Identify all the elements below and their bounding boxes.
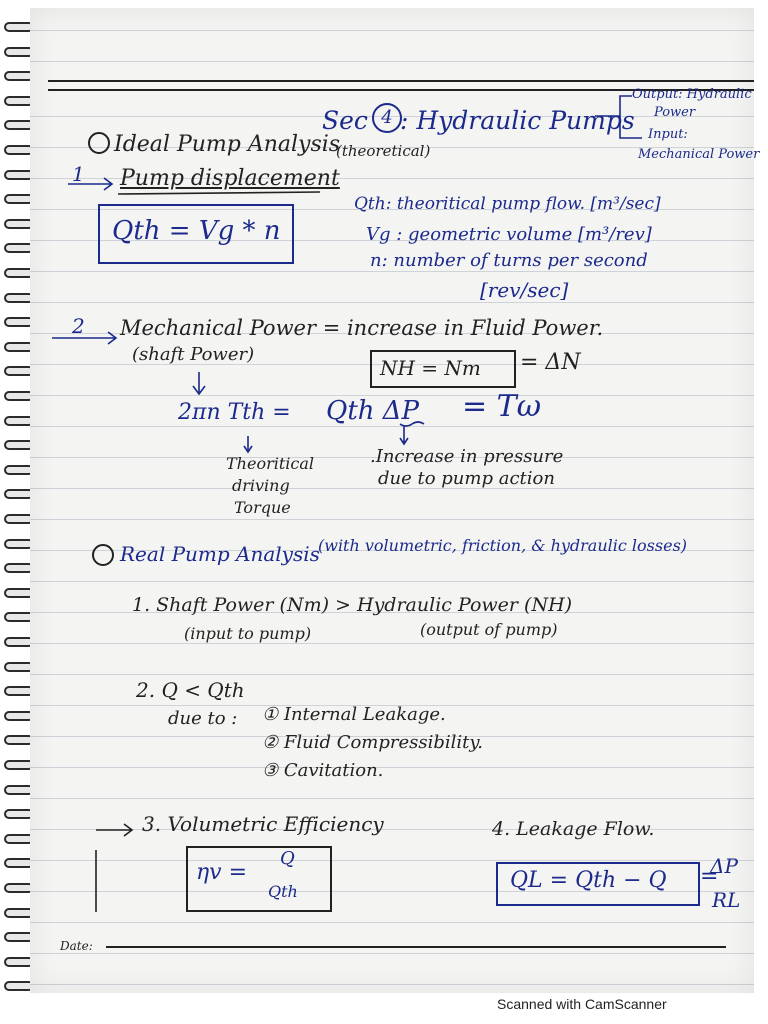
r3-eta: ηv =	[196, 860, 248, 885]
s2-eq-right: = Tω	[462, 389, 542, 424]
pressure-note-1: .Increase in pressure	[370, 446, 564, 467]
r2-cause-2: ② Fluid Compressibility.	[262, 732, 483, 753]
ideal-theoretical: (theoretical)	[336, 142, 431, 160]
real-note: (with volumetric, friction, & hydraulic losses)	[318, 536, 688, 555]
r2-line: 2. Q < Qth	[136, 678, 245, 702]
r2-cause-3: ③ Cavitation.	[262, 760, 384, 781]
r2-due: due to :	[168, 708, 238, 729]
side-note-power: Power	[654, 105, 696, 120]
underline-s1	[118, 192, 320, 194]
underline-dp	[400, 422, 424, 426]
bracket-output-arrow	[595, 96, 632, 116]
r1-line: 1. Shaft Power (Nm) > Hydraulic Power (NH)	[132, 594, 573, 616]
r3-den: Qth	[268, 882, 298, 901]
s1-label: Pump displacement	[120, 166, 340, 191]
real-heading: Real Pump Analysis	[120, 542, 320, 566]
s1-def-qth: Qth: theoritical pump flow. [m³/sec]	[354, 194, 661, 214]
bracket-input-arrow	[620, 116, 642, 138]
arrow-torque-icon	[244, 436, 252, 452]
torque-note-1: Theoritical	[226, 454, 315, 473]
s2-label: Mechanical Power = increase in Fluid Power.	[120, 316, 604, 340]
r4-formula: QL = Qth − Q	[510, 868, 667, 893]
arrow-pressure-icon	[400, 426, 408, 444]
arrow-r3-icon	[96, 824, 132, 836]
r4-den: RL	[712, 888, 741, 912]
ideal-heading: Ideal Pump Analysis	[114, 132, 341, 157]
r2-cause-1: ① Internal Leakage.	[262, 704, 446, 725]
r1-output: (output of pump)	[420, 620, 558, 639]
s1-def-n: n: number of turns per second	[370, 250, 648, 271]
s2-delta-n: = ΔN	[520, 350, 581, 375]
torque-note-3: Torque	[234, 498, 291, 517]
torque-note-2: driving	[232, 476, 290, 495]
r4-eq: =	[700, 864, 719, 889]
side-note-output: Output: Hydraulic	[632, 87, 752, 102]
side-note-mech: Mechanical Power	[638, 147, 760, 162]
arrow-s2-icon	[52, 332, 116, 344]
r1-input: (input to pump)	[184, 624, 312, 643]
r4-label: 4. Leakage Flow.	[492, 818, 655, 840]
r3-num: Q	[280, 848, 295, 869]
s2-nh-nm: NH = Nm	[380, 356, 481, 380]
arrow-down-icon	[193, 372, 205, 394]
s1-formula: Qth = Vg * n	[112, 216, 281, 246]
scanner-watermark: Scanned with CamScanner	[497, 996, 667, 1012]
s1-def-vg: Vg : geometric volume [m³/rev]	[366, 224, 652, 245]
r4-num: ΔP	[710, 854, 738, 878]
s2-eq-left: 2πn Tth =	[178, 400, 291, 425]
r3-label: 3. Volumetric Efficiency	[142, 812, 384, 836]
side-note-input: Input:	[648, 127, 688, 142]
s2-eq-mid: Qth ΔP	[326, 396, 420, 426]
page-title: : Hydraulic Pumps	[400, 106, 635, 135]
s2-number: 2	[72, 314, 85, 338]
s2-shaft: (shaft Power)	[132, 344, 255, 365]
arrow-s1-icon	[68, 178, 112, 190]
section-number: 4	[372, 103, 402, 133]
date-mark: Date:	[60, 939, 93, 953]
title-sec: Sec	[322, 106, 368, 135]
pressure-note-2: due to pump action	[378, 468, 555, 489]
s1-def-unit: [rev/sec]	[480, 278, 569, 302]
s1-number: 1	[72, 162, 85, 186]
